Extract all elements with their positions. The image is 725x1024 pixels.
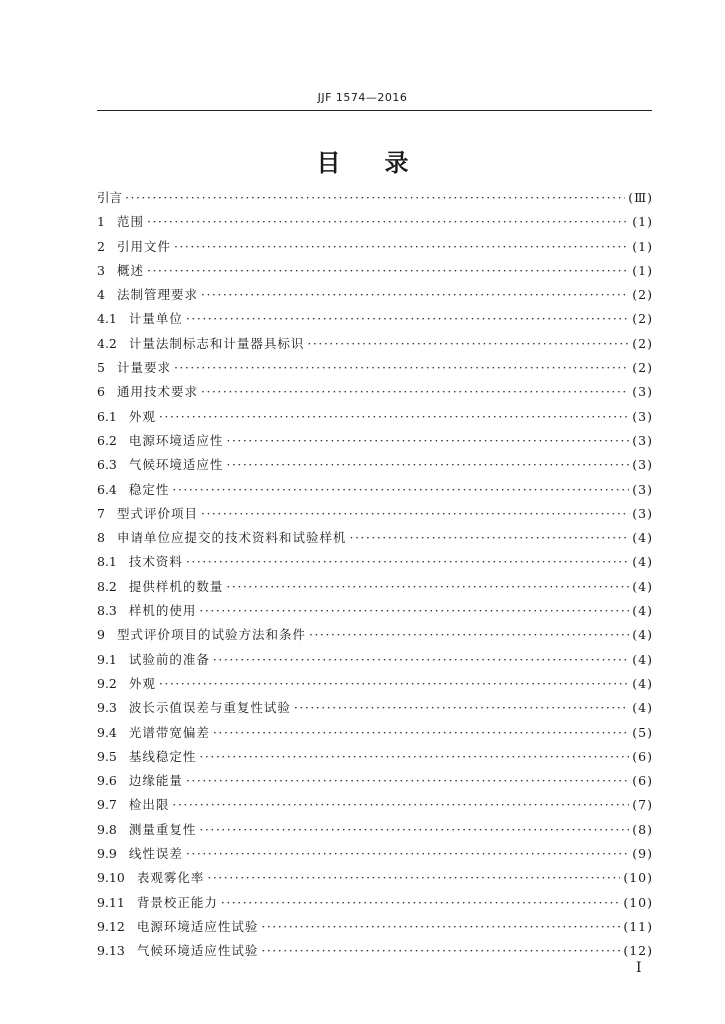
toc-entry-label: 边缘能量: [128, 773, 183, 789]
toc-entry[interactable]: [97, 212, 653, 236]
toc-entry-label: 技术资料: [128, 554, 183, 570]
toc-entry-number: 5: [97, 360, 105, 376]
toc-entry[interactable]: [97, 650, 653, 674]
toc-entry-number: 6: [97, 384, 105, 400]
toc-entry-number: 9.5: [97, 748, 117, 764]
toc-leader-dots: [199, 603, 629, 618]
toc-leader-dots: [261, 919, 620, 934]
toc-leader-dots: [199, 822, 629, 837]
toc-entry-label: 试验前的准备: [128, 651, 210, 667]
toc-leader-dots: [201, 287, 629, 302]
toc-entry-label: 电源环境适应性: [128, 432, 224, 448]
toc-entry-page: (3): [632, 432, 653, 448]
table-of-contents: [97, 188, 653, 966]
toc-entry[interactable]: [97, 941, 653, 965]
toc-entry-page: (4): [632, 530, 653, 546]
toc-entry[interactable]: [97, 795, 653, 819]
toc-entry[interactable]: [97, 504, 653, 528]
toc-entry[interactable]: [97, 698, 653, 722]
toc-leader-dots: [221, 895, 620, 910]
toc-leader-dots: [147, 263, 629, 278]
toc-entry[interactable]: [97, 382, 653, 406]
toc-entry-label: 型式评价项目: [116, 505, 198, 521]
toc-leader-dots: [294, 700, 629, 715]
toc-entry-number: 9.12: [97, 918, 125, 934]
toc-entry-page: (5): [632, 724, 653, 740]
toc-entry-number: 引言: [97, 190, 123, 205]
toc-entry-label: 气候环境适应性: [128, 457, 224, 473]
toc-entry[interactable]: [97, 285, 653, 309]
toc-entry-page: (3): [632, 408, 653, 424]
toc-entry-page: (3): [632, 384, 653, 400]
toc-entry-label: 引用文件: [116, 238, 171, 254]
toc-leader-dots: [307, 336, 629, 351]
toc-leader-dots: [201, 506, 629, 521]
toc-entry[interactable]: [97, 917, 653, 941]
toc-leader-dots: [213, 652, 629, 667]
toc-entry-page: (Ⅲ): [628, 190, 653, 205]
toc-entry-label: 背景校正能力: [136, 894, 218, 910]
toc-entry-page: (4): [632, 627, 653, 643]
toc-entry-page: (4): [632, 700, 653, 716]
toc-entry-label: 计量要求: [116, 360, 171, 376]
toc-entry-label: 计量单位: [128, 311, 183, 327]
toc-leader-dots: [186, 846, 629, 861]
toc-entry-label: 样机的使用: [128, 603, 197, 619]
toc-entry[interactable]: [97, 480, 653, 504]
toc-leader-dots: [213, 725, 629, 740]
toc-entry-label: 型式评价项目的试验方法和条件: [116, 627, 306, 643]
toc-entry-number: 4.1: [97, 311, 117, 327]
toc-leader-dots: [261, 943, 620, 958]
toc-entry-number: 9.13: [97, 943, 125, 959]
toc-entry-label: 表观雾化率: [136, 870, 205, 886]
toc-entry[interactable]: [97, 893, 653, 917]
toc-entry-page: (2): [632, 360, 653, 376]
toc-entry-label: 检出限: [128, 797, 170, 813]
toc-entry-number: 3: [97, 262, 105, 278]
toc-entry-number: 8.2: [97, 578, 117, 594]
toc-entry-number: 2: [97, 238, 105, 254]
toc-entry[interactable]: [97, 431, 653, 455]
toc-leader-dots: [309, 627, 629, 642]
toc-entry-number: 9.7: [97, 797, 117, 813]
toc-entry-page: (4): [632, 603, 653, 619]
toc-entry-page: (2): [632, 335, 653, 351]
toc-entry-number: 9.8: [97, 821, 117, 837]
toc-entry-label: 计量法制标志和计量器具标识: [128, 335, 305, 351]
toc-entry-page: (2): [632, 287, 653, 303]
toc-entry-page: (10): [623, 870, 653, 886]
toc-entry-page: (3): [632, 457, 653, 473]
toc-entry-number: 9.1: [97, 651, 117, 667]
toc-leader-dots: [199, 749, 629, 764]
toc-entry[interactable]: [97, 334, 653, 358]
toc-entry-page: (1): [632, 214, 653, 230]
toc-entry-label: 线性误差: [128, 846, 183, 862]
toc-entry-number: 6.3: [97, 457, 117, 473]
toc-entry-number: 9.6: [97, 773, 117, 789]
toc-entry-page: (10): [623, 894, 653, 910]
toc-entry[interactable]: [97, 625, 653, 649]
toc-entry-number: 9.3: [97, 700, 117, 716]
toc-leader-dots: [226, 433, 629, 448]
toc-entry[interactable]: [97, 528, 653, 552]
toc-entry[interactable]: [97, 747, 653, 771]
toc-entry[interactable]: [97, 455, 653, 479]
toc-entry[interactable]: [97, 674, 653, 698]
toc-entry-label: 稳定性: [128, 481, 170, 497]
toc-entry-page: (4): [632, 578, 653, 594]
toc-entry-label: 提供样机的数量: [128, 578, 224, 594]
toc-leader-dots: [226, 579, 629, 594]
toc-entry-number: 4: [97, 287, 105, 303]
toc-entry-page: (9): [632, 846, 653, 862]
toc-entry-number: 9.11: [97, 894, 125, 910]
toc-leader-dots: [186, 773, 629, 788]
toc-entry[interactable]: [97, 261, 653, 285]
toc-entry-label: 范围: [116, 214, 144, 230]
toc-entry-label: 波长示值误差与重复性试验: [128, 700, 291, 716]
toc-leader-dots: [147, 214, 629, 229]
toc-entry-page: (1): [632, 262, 653, 278]
toc-entry-page: (8): [632, 821, 653, 837]
toc-leader-dots: [125, 190, 625, 205]
page-folio: I: [636, 960, 642, 976]
toc-entry-label: 电源环境适应性试验: [136, 918, 259, 934]
toc-entry[interactable]: [97, 820, 653, 844]
toc-entry[interactable]: [97, 577, 653, 601]
toc-leader-dots: [159, 409, 629, 424]
toc-leader-dots: [172, 482, 629, 497]
toc-entry-label: 光谱带宽偏差: [128, 724, 210, 740]
toc-leader-dots: [159, 676, 629, 691]
toc-entry[interactable]: [97, 237, 653, 261]
header-rule: [97, 110, 652, 111]
toc-entry-page: (6): [632, 773, 653, 789]
toc-entry-page: (4): [632, 651, 653, 667]
toc-entry[interactable]: [97, 723, 653, 747]
toc-entry[interactable]: [97, 552, 653, 576]
toc-entry-number: 9: [97, 627, 105, 643]
toc-entry-page: (7): [632, 797, 653, 813]
toc-entry-page: (6): [632, 748, 653, 764]
toc-entry-number: 9.9: [97, 846, 117, 862]
toc-entry-page: (1): [632, 238, 653, 254]
toc-entry-number: 8.3: [97, 603, 117, 619]
toc-entry-label: 通用技术要求: [116, 384, 198, 400]
toc-leader-dots: [349, 530, 629, 545]
toc-entry-label: 外观: [128, 408, 156, 424]
toc-entry-number: 6.1: [97, 408, 117, 424]
toc-entry[interactable]: [97, 188, 653, 212]
toc-entry[interactable]: [97, 309, 653, 333]
toc-leader-dots: [226, 457, 629, 472]
toc-entry-page: (3): [632, 481, 653, 497]
toc-entry-number: 6.2: [97, 432, 117, 448]
toc-entry-label: 外观: [128, 675, 156, 691]
toc-entry-number: 6.4: [97, 481, 117, 497]
toc-entry[interactable]: [97, 771, 653, 795]
toc-entry-number: 7: [97, 505, 105, 521]
toc-entry[interactable]: [97, 407, 653, 431]
toc-entry-number: 9.2: [97, 675, 117, 691]
toc-entry-page: (4): [632, 675, 653, 691]
toc-leader-dots: [172, 797, 629, 812]
toc-leader-dots: [201, 384, 629, 399]
toc-entry[interactable]: [97, 601, 653, 625]
toc-entry-page: (12): [623, 943, 653, 959]
toc-entry-label: 申请单位应提交的技术资料和试验样机: [116, 530, 347, 546]
document-code-header: JJF 1574—2016: [317, 91, 408, 104]
toc-entry-page: (4): [632, 554, 653, 570]
toc-leader-dots: [186, 554, 629, 569]
toc-leader-dots: [174, 239, 629, 254]
toc-entry-number: 9.10: [97, 870, 125, 886]
toc-entry-label: 测量重复性: [128, 821, 197, 837]
toc-leader-dots: [207, 870, 620, 885]
toc-entry-number: 8: [97, 530, 105, 546]
toc-entry-label: 概述: [116, 262, 144, 278]
toc-entry[interactable]: [97, 868, 653, 892]
toc-entry-number: 9.4: [97, 724, 117, 740]
toc-entry-label: 气候环境适应性试验: [136, 943, 259, 959]
toc-leader-dots: [174, 360, 629, 375]
toc-entry-page: (2): [632, 311, 653, 327]
toc-leader-dots: [186, 311, 629, 326]
toc-entry-page: (3): [632, 505, 653, 521]
toc-entry-number: 4.2: [97, 335, 117, 351]
toc-entry-number: 8.1: [97, 554, 117, 570]
toc-entry-number: 1: [97, 214, 105, 230]
toc-entry-page: (11): [623, 918, 653, 934]
toc-entry[interactable]: [97, 358, 653, 382]
toc-entry[interactable]: [97, 844, 653, 868]
toc-entry-label: 法制管理要求: [116, 287, 198, 303]
toc-entry-label: 基线稳定性: [128, 748, 197, 764]
page-title: 目录: [316, 148, 453, 177]
